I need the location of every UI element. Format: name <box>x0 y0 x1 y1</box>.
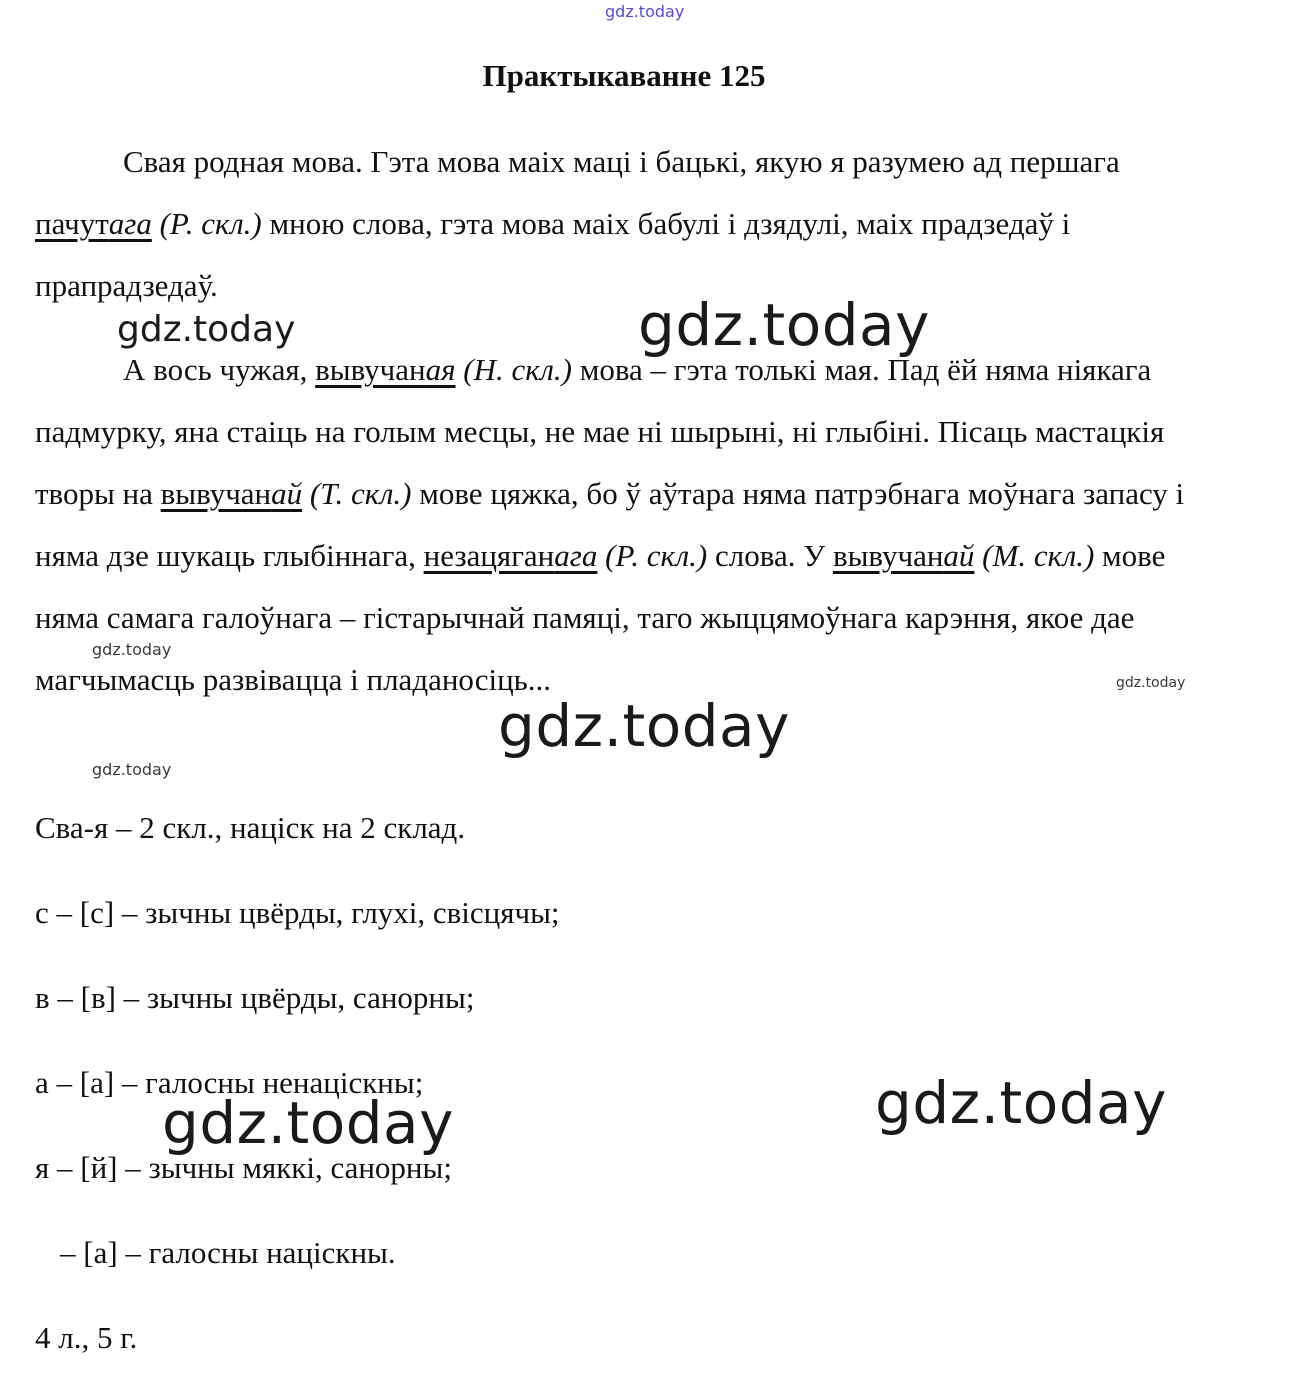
case-note: (Н. скл.) <box>455 352 572 387</box>
underlined-word: незацяганага <box>423 538 598 573</box>
watermark: gdz.today <box>1116 675 1186 691</box>
underlined-word: вывучанай <box>160 476 303 511</box>
case-note: (Р. скл.) <box>597 538 708 573</box>
case-note: (Т. скл.) <box>302 476 412 511</box>
underlined-word: вывучанай <box>832 538 975 573</box>
watermark: gdz.today <box>162 1089 454 1157</box>
underlined-word: пачутага <box>35 206 152 241</box>
watermark: gdz.today <box>638 291 930 359</box>
paragraph-2: А вось чужая, вывучаная (Н. скл.) мова – гэта толькі мая. Пад ёй няма ніякага падмурку, яна стаіць на голым месцы, не мае ні шырыні, ні глыбіні. Пісаць мастацкія творы на вывучанай (Т. скл.) мове цяжка, бо ў аўтара няма патрэбнага моўнага запасу і няма дзе шукаць глыбіннага, незацяганага (Р. скл.) слова. У вывучанай (М. скл.) мове няма самага галоўнага – гістарычнай памяці, таго жыццямоўнага карэння, якое дае магчымасць развівацца і пладаносіць... <box>35 352 1185 697</box>
watermark: gdz.today <box>117 309 296 350</box>
analysis-line: с – [с] – зычны цвёрды, глухі, свісцячы; <box>35 895 560 930</box>
analysis-line: – [а] – галосны націскны. <box>60 1235 396 1270</box>
case-note: (Р. скл.) <box>151 206 262 241</box>
watermark: gdz.today <box>92 760 172 779</box>
analysis-line: а – [а] – галосны ненаціскны; <box>35 1065 424 1100</box>
paragraph-1: Свая родная мова. Гэта мова маіх маці і бацькі, якую я разумею ад першага пачутага (Р. скл.) мною слова, гэта мова маіх бабулі і дзядулі, маіх прадзедаў і прапрадзедаў. <box>35 144 1120 303</box>
watermark: gdz.today <box>875 1069 1167 1137</box>
watermark: gdz.today <box>498 692 790 760</box>
underlined-word: вывучаная <box>315 352 456 387</box>
case-note: (М. скл.) <box>974 538 1095 573</box>
watermark: gdz.today <box>92 640 172 659</box>
watermark-top: gdz.today <box>605 2 685 21</box>
analysis-line: Сва-я – 2 скл., націск на 2 склад. <box>35 810 466 845</box>
page-title: Практыкаванне 125 <box>482 58 766 93</box>
analysis-line: в – [в] – зычны цвёрды, санорны; <box>35 980 475 1015</box>
analysis-line: я – [й] – зычны мяккі, санорны; <box>35 1150 452 1185</box>
analysis-line: 4 л., 5 г. <box>35 1320 138 1355</box>
